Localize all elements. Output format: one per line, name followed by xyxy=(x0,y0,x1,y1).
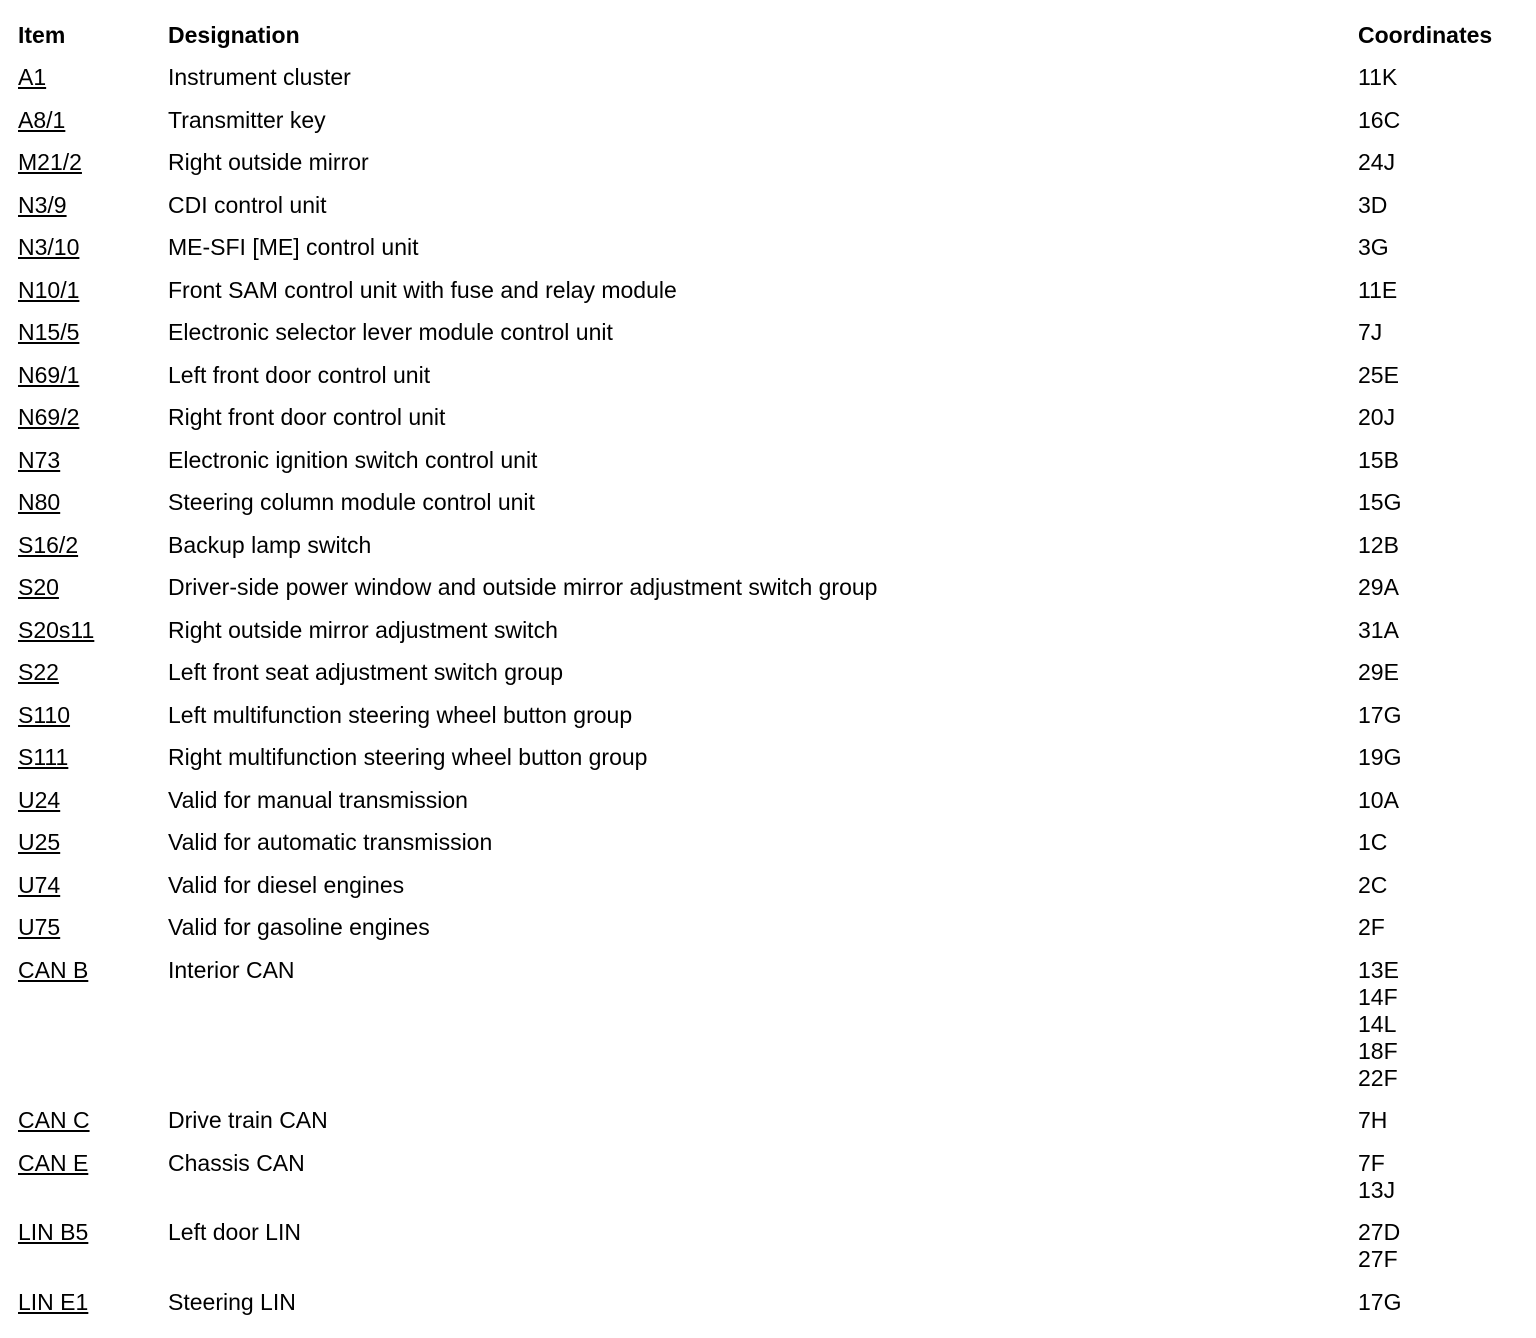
designation-cell: Left door LIN xyxy=(168,1219,301,1245)
item-link[interactable]: N3/10 xyxy=(18,234,80,260)
item-cell xyxy=(18,617,168,644)
coordinates-cell xyxy=(1358,1107,1528,1134)
item-cell xyxy=(18,1150,168,1177)
designation-cell: Right outside mirror adjustment switch xyxy=(168,616,558,643)
header-designation: Designation xyxy=(168,22,300,48)
table-row xyxy=(18,659,1528,702)
designation-cell: Electronic selector lever module control unit xyxy=(168,319,613,345)
designation-cell: Drive train CAN xyxy=(168,1107,328,1133)
coordinate-value: 16C xyxy=(1358,106,1401,133)
item-cell xyxy=(18,234,168,261)
coordinates-cell xyxy=(1358,64,1528,91)
designation-cell: Front SAM control unit with fuse and relay module xyxy=(168,276,677,303)
coordinate-value: 10A xyxy=(1358,786,1399,813)
table-row xyxy=(18,489,1528,532)
item-link[interactable]: U75 xyxy=(18,914,61,940)
item-link[interactable]: N69/1 xyxy=(18,361,80,388)
item-cell xyxy=(18,532,168,559)
item-link[interactable]: N73 xyxy=(18,446,61,473)
designation-cell: ME-SFI [ME] control unit xyxy=(168,234,419,260)
coordinate-value: 27F xyxy=(1358,1246,1398,1272)
table-row xyxy=(18,447,1528,490)
coordinate-value: 14L xyxy=(1358,1010,1397,1037)
coordinate-value: 29E xyxy=(1358,659,1399,685)
item-cell xyxy=(18,702,168,729)
table-row xyxy=(18,532,1528,575)
table-row xyxy=(18,319,1528,362)
designation-cell: CDI control unit xyxy=(168,191,327,218)
coordinates-cell xyxy=(1358,149,1528,176)
coordinate-value: 7H xyxy=(1358,1107,1388,1133)
designation-cell: Steering LIN xyxy=(168,1288,296,1315)
item-cell xyxy=(18,957,168,984)
item-link[interactable]: S20s11 xyxy=(18,616,95,643)
table-row xyxy=(18,107,1528,150)
coordinate-value: 22F xyxy=(1358,1064,1398,1091)
item-link[interactable]: LIN E1 xyxy=(18,1288,89,1315)
coordinate-value: 3G xyxy=(1358,234,1389,260)
table-row xyxy=(18,829,1528,872)
table-row xyxy=(18,64,1528,107)
item-cell xyxy=(18,319,168,346)
table-row xyxy=(18,702,1528,745)
table-row xyxy=(18,617,1528,660)
table-row xyxy=(18,1289,1528,1332)
table-row xyxy=(18,1219,1528,1289)
designation-cell: Right outside mirror xyxy=(168,149,369,175)
designation-cell: Valid for manual transmission xyxy=(168,786,468,813)
designation-cell: Chassis CAN xyxy=(168,1149,305,1176)
designation-cell: Left front door control unit xyxy=(168,361,431,388)
table-row xyxy=(18,574,1528,617)
item-link[interactable]: S22 xyxy=(18,659,59,685)
item-link[interactable]: CAN B xyxy=(18,956,89,983)
coordinate-value: 2C xyxy=(1358,871,1388,898)
header-coordinates: Coordinates xyxy=(1358,22,1493,48)
item-link[interactable]: N10/1 xyxy=(18,276,80,303)
table-row xyxy=(18,914,1528,957)
item-cell xyxy=(18,489,168,516)
coordinates-cell xyxy=(1358,574,1528,601)
table-row xyxy=(18,362,1528,405)
coordinate-value: 17G xyxy=(1358,701,1402,728)
designation-cell: Valid for automatic transmission xyxy=(168,829,493,855)
coordinates-cell xyxy=(1358,1219,1528,1273)
table-row xyxy=(18,1107,1528,1150)
coordinates-cell xyxy=(1358,872,1528,899)
item-cell xyxy=(18,744,168,771)
table-row xyxy=(18,744,1528,787)
table-row xyxy=(18,149,1528,192)
item-cell xyxy=(18,447,168,474)
designation-cell: Valid for gasoline engines xyxy=(168,914,430,940)
item-cell xyxy=(18,404,168,431)
coordinates-cell xyxy=(1358,702,1528,729)
item-link[interactable]: S20 xyxy=(18,574,59,600)
designation-cell: Driver-side power window and outside mirror adjustment switch group xyxy=(168,574,878,600)
item-cell xyxy=(18,1219,168,1246)
item-link[interactable]: CAN C xyxy=(18,1107,90,1133)
coordinates-cell xyxy=(1358,277,1528,304)
designation-cell: Backup lamp switch xyxy=(168,531,372,558)
table-body xyxy=(18,64,1528,1331)
item-cell xyxy=(18,149,168,176)
item-link[interactable]: U25 xyxy=(18,829,61,855)
coordinates-cell xyxy=(1358,744,1528,771)
designation-cell: Left multifunction steering wheel button group xyxy=(168,701,633,728)
coordinate-value: 3D xyxy=(1358,191,1388,218)
coordinate-value: 2F xyxy=(1358,914,1385,940)
coordinates-cell xyxy=(1358,787,1528,814)
coordinates-cell xyxy=(1358,829,1528,856)
coordinates-cell xyxy=(1358,362,1528,389)
component-legend-table xyxy=(18,22,1528,1331)
item-link[interactable]: A8/1 xyxy=(18,106,66,133)
coordinate-value: 15B xyxy=(1358,446,1399,473)
designation-cell: Interior CAN xyxy=(168,956,295,983)
item-cell xyxy=(18,107,168,134)
item-link[interactable]: N15/5 xyxy=(18,319,80,345)
header-item: Item xyxy=(18,22,66,48)
item-link[interactable]: U24 xyxy=(18,786,61,813)
item-link[interactable]: M21/2 xyxy=(18,149,82,175)
coordinates-cell xyxy=(1358,914,1528,941)
item-link[interactable]: S111 xyxy=(18,744,69,770)
coordinate-value: 11E xyxy=(1358,276,1398,303)
designation-cell: Right multifunction steering wheel button group xyxy=(168,744,648,770)
coordinates-cell xyxy=(1358,192,1528,219)
coordinates-cell xyxy=(1358,1289,1528,1316)
table-row xyxy=(18,872,1528,915)
item-link[interactable]: CAN E xyxy=(18,1149,89,1176)
coordinate-value: 20J xyxy=(1358,404,1396,430)
table-row xyxy=(18,404,1528,447)
table-row xyxy=(18,1150,1528,1220)
item-link[interactable]: U74 xyxy=(18,871,61,898)
item-cell xyxy=(18,277,168,304)
coordinates-cell xyxy=(1358,234,1528,261)
coordinate-value: 19G xyxy=(1358,744,1402,770)
coordinates-cell xyxy=(1358,1150,1528,1204)
item-link[interactable]: N69/2 xyxy=(18,404,80,430)
table-header-row xyxy=(18,22,1528,64)
designation-cell: Instrument cluster xyxy=(168,64,351,90)
item-link[interactable]: N80 xyxy=(18,489,61,515)
coordinate-value: 13J xyxy=(1358,1176,1396,1203)
item-cell xyxy=(18,787,168,814)
item-cell xyxy=(18,574,168,601)
coordinate-value: 29A xyxy=(1358,574,1399,600)
item-cell xyxy=(18,872,168,899)
coordinate-value: 12B xyxy=(1358,531,1399,558)
item-cell xyxy=(18,1107,168,1134)
coordinates-cell xyxy=(1358,957,1528,1092)
table-row xyxy=(18,234,1528,277)
item-link[interactable]: A1 xyxy=(18,64,47,90)
coordinate-value: 7F xyxy=(1358,1149,1385,1176)
designation-cell: Valid for diesel engines xyxy=(168,871,405,898)
coordinates-cell xyxy=(1358,617,1528,644)
item-cell xyxy=(18,64,168,91)
coordinates-cell xyxy=(1358,319,1528,346)
item-link[interactable]: LIN B5 xyxy=(18,1219,89,1245)
item-cell xyxy=(18,914,168,941)
coordinate-value: 7J xyxy=(1358,319,1383,345)
coordinate-value: 25E xyxy=(1358,361,1399,388)
item-cell xyxy=(18,659,168,686)
item-cell xyxy=(18,362,168,389)
item-link[interactable]: S16/2 xyxy=(18,531,79,558)
item-link[interactable]: S110 xyxy=(18,701,71,728)
coordinate-value: 27D xyxy=(1358,1219,1401,1245)
coordinate-value: 17G xyxy=(1358,1288,1402,1315)
table-row xyxy=(18,787,1528,830)
coordinate-value: 18F xyxy=(1358,1037,1398,1064)
designation-cell: Left front seat adjustment switch group xyxy=(168,659,564,685)
coordinates-cell xyxy=(1358,404,1528,431)
table-row xyxy=(18,192,1528,235)
coordinate-value: 14F xyxy=(1358,983,1398,1010)
designation-cell: Right front door control unit xyxy=(168,404,446,430)
designation-cell: Steering column module control unit xyxy=(168,489,535,515)
coordinates-cell xyxy=(1358,107,1528,134)
coordinates-cell xyxy=(1358,532,1528,559)
designation-cell: Electronic ignition switch control unit xyxy=(168,446,538,473)
coordinate-value: 15G xyxy=(1358,489,1402,515)
coordinate-value: 31A xyxy=(1358,616,1399,643)
coordinates-cell xyxy=(1358,659,1528,686)
coordinates-cell xyxy=(1358,489,1528,516)
coordinate-value: 13E xyxy=(1358,956,1399,983)
table-row xyxy=(18,277,1528,320)
coordinate-value: 1C xyxy=(1358,829,1388,855)
coordinate-value: 11K xyxy=(1358,64,1398,90)
designation-cell: Transmitter key xyxy=(168,106,326,133)
item-link[interactable]: N3/9 xyxy=(18,191,67,218)
coordinates-cell xyxy=(1358,447,1528,474)
coordinate-value: 24J xyxy=(1358,149,1396,175)
item-cell xyxy=(18,192,168,219)
item-cell xyxy=(18,1289,168,1316)
table-row xyxy=(18,957,1528,1108)
item-cell xyxy=(18,829,168,856)
